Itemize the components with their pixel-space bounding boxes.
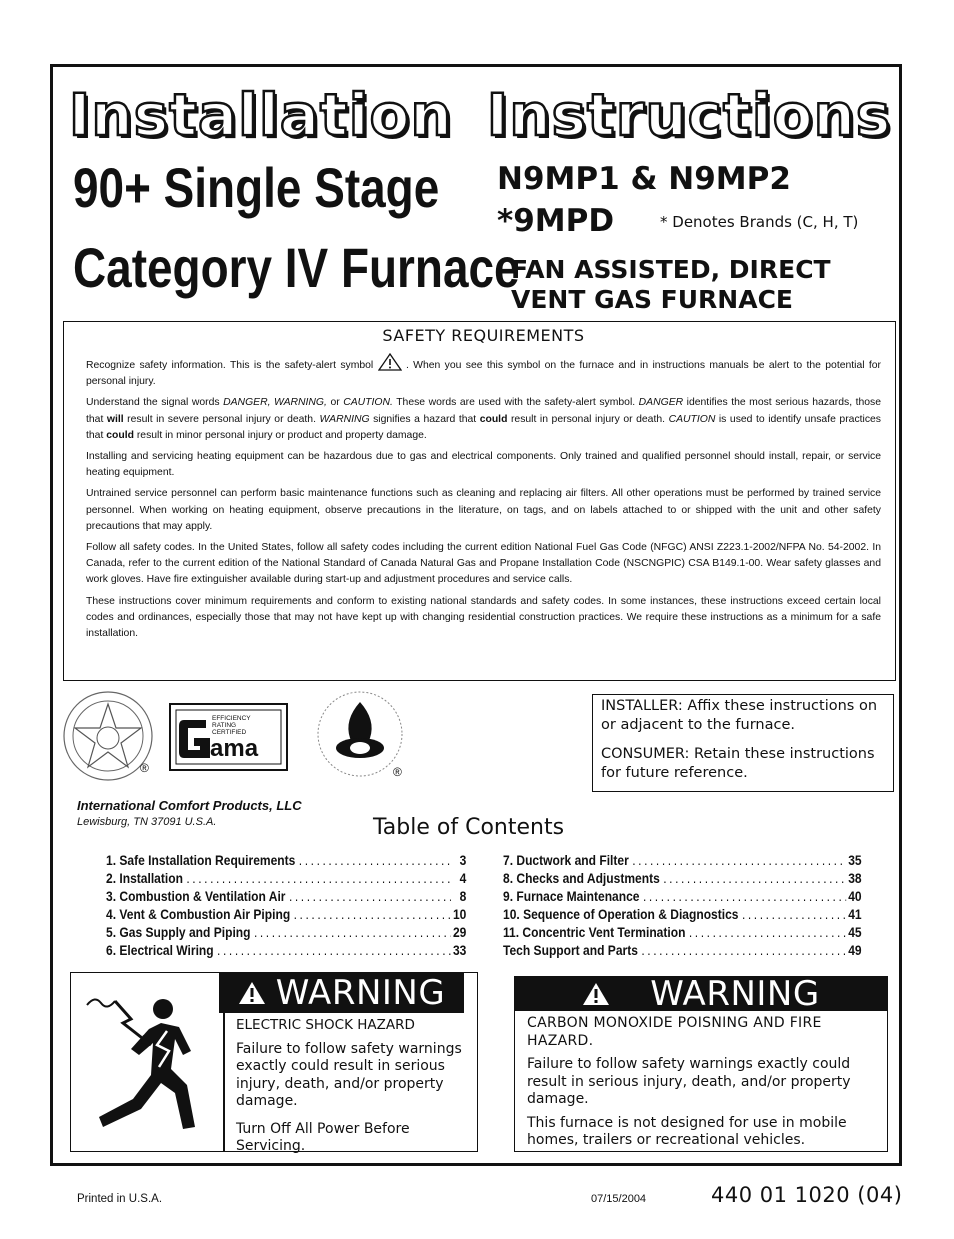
warning-left-p2: Turn Off All Power Before Servicing. — [236, 1120, 410, 1154]
safety-paragraph-3: Installing and servicing heating equipment can be hazardous due to gas and electrical components. Only trained and qualified personnel should install, repair, or service heating equipment. — [86, 451, 881, 479]
toc-entry-page: 40 — [848, 888, 862, 904]
toc-leader-dots — [285, 887, 450, 905]
registered-mark-2: ® — [393, 765, 402, 779]
toc-entry — [106, 905, 466, 923]
gama-certified-text: CERTIFIED — [212, 729, 247, 736]
toc-entry — [106, 869, 466, 887]
toc-leader-dots — [290, 905, 451, 923]
safety-requirements-box — [63, 321, 896, 681]
warning-heading-left: WARNING — [219, 973, 464, 1013]
brand-note: * Denotes Brands (C, H, T) — [660, 213, 859, 231]
toc-entry-label: 6. Electrical Wiring — [106, 942, 214, 958]
document-title — [68, 80, 892, 150]
star-seal-logo — [64, 692, 152, 780]
toc-entry — [106, 887, 466, 905]
toc-entry — [106, 941, 466, 959]
toc-column-right — [503, 851, 862, 959]
toc-leader-dots — [183, 869, 451, 887]
company-name: International Comfort Products, LLC — [77, 798, 302, 813]
toc-leader-dots — [629, 851, 846, 869]
gama-efficiency-text: EFFICIENCY — [212, 715, 251, 722]
gama-wordmark: ama — [210, 735, 259, 762]
carbon-monoxide-warning — [514, 976, 888, 1152]
safety-paragraph-5: Follow all safety codes. In the United States, follow all safety codes including the current edition National Fuel Gas Code (NFGC) ANSI Z223.1-2002/NFPA No. 54-2002. In Canada, refer to the current edition of the National Standard of Canada Natural Gas and Propane Installation Code (NSCNGPIC) CSA B149.1-00. Wear safety glasses and work gloves. Have fire extinguisher available during start-up and adjustment procedures and service calls. — [86, 542, 881, 586]
subtitle-single-stage: 90+ Single Stage — [73, 156, 440, 219]
toc-entry-page: 35 — [848, 852, 862, 868]
furnace-description-line-1: FAN ASSISTED, DIRECT — [511, 255, 831, 284]
warning-text-left — [236, 1017, 472, 1160]
toc-leader-dots — [685, 923, 846, 941]
toc-entry — [503, 887, 862, 905]
toc-entry — [106, 851, 466, 869]
toc-entry-label: 5. Gas Supply and Piping — [106, 924, 251, 940]
toc-entry-label: 9. Furnace Maintenance — [503, 888, 640, 904]
toc-entry-page: 33 — [452, 942, 467, 958]
toc-column-left — [106, 851, 466, 959]
safety-paragraph-4: Untrained service personnel can perform basic maintenance functions such as cleaning and replacing air filters. All other operations must be performed by trained service personnel. When working on heating equipment, observe precautions in the literature, on tags, and on labels attached to or shipped with the unit and other safety precautions that may apply. — [86, 488, 881, 532]
installer-consumer-note — [592, 694, 894, 792]
furnace-description — [511, 255, 831, 315]
toc-entry-page: 8 — [459, 888, 467, 904]
warning-triangle-icon — [238, 981, 266, 1005]
title-word-installation: Installation — [68, 81, 453, 149]
toc-entry-page: 38 — [848, 870, 862, 886]
toc-entry-label: 7. Ductwork and Filter — [503, 852, 629, 868]
toc-entry-page: 41 — [848, 906, 862, 922]
hazard-label-left: ELECTRIC SHOCK HAZARD — [236, 1017, 415, 1033]
toc-leader-dots — [295, 851, 451, 869]
certification-logos — [60, 690, 420, 790]
printed-in: Printed in U.S.A. — [77, 1193, 163, 1205]
gama-rating-text: RATING — [212, 722, 237, 729]
safety-requirements-title: SAFETY REQUIREMENTS — [382, 326, 585, 345]
safety-paragraph-2: Understand the signal words DANGER, WARNING, or CAUTION. These words are used with the safety-alert symbol. DANGER identifies the most serious hazards, those that will result in severe personal injury or death. WARNING signifies a hazard that could result in personal injury or death. CAUTION is used to identify unsafe practices that could result in minor personal injury or product and property damage. — [86, 397, 882, 441]
toc-entry — [503, 923, 862, 941]
warning-triangle-icon — [582, 982, 610, 1006]
document-number: 440 01 1020 (04) — [711, 1183, 903, 1207]
warning-heading-right: WARNING — [515, 977, 887, 1011]
toc-entry — [503, 869, 862, 887]
furnace-description-line-2: VENT GAS FURNACE — [511, 285, 794, 314]
toc-entry-label: 10. Sequence of Operation & Diagnostics — [503, 906, 739, 922]
hazard-label-right: CARBON MONOXIDE POISNING AND FIRE HAZARD. — [527, 1015, 822, 1049]
company-address: Lewisburg, TN 37091 U.S.A. — [77, 816, 217, 828]
toc-leader-dots — [739, 905, 847, 923]
toc-entry-label: 1. Safe Installation Requirements — [106, 852, 296, 868]
toc-entry-page: 45 — [848, 924, 862, 940]
toc-leader-dots — [214, 941, 451, 959]
installer-note: INSTALLER: Affix these instructions on or adjacent to the furnace. — [601, 698, 878, 733]
toc-entry-page: 49 — [848, 942, 862, 958]
warning-right-p1: Failure to follow safety warnings exactly could result in serious injury, death, and/or property damage. — [527, 1056, 851, 1107]
model-9mpd: *9MPD — [497, 203, 615, 239]
toc-entry — [503, 851, 862, 869]
electric-shock-warning — [70, 972, 478, 1152]
toc-entry-label: 8. Checks and Adjustments — [503, 870, 660, 886]
toc-entry — [106, 923, 466, 941]
toc-entry-page: 29 — [452, 924, 467, 940]
flame-seal-logo — [318, 692, 402, 776]
registered-mark-1: ® — [140, 761, 149, 775]
warning-divider — [223, 1013, 225, 1151]
warning-text-right — [527, 1015, 879, 1154]
title-word-instructions: Instructions — [486, 81, 892, 149]
toc-entry-label: 4. Vent & Combustion Air Piping — [106, 906, 291, 922]
warning-left-p1: Failure to follow safety warnings exactly could result in serious injury, death, and/or property damage. — [236, 1040, 462, 1109]
model-numbers: N9MP1 & N9MP2 — [497, 161, 791, 197]
toc-leader-dots — [251, 923, 451, 941]
toc-entry-page: 4 — [459, 870, 467, 886]
toc-entry-label: Tech Support and Parts — [503, 942, 638, 958]
print-date: 07/15/2004 — [591, 1193, 647, 1205]
toc-entry-page: 3 — [459, 852, 467, 868]
toc-entry — [503, 905, 862, 923]
toc-entry-page: 10 — [452, 906, 467, 922]
subtitle-category-iv: Category IV Furnace — [73, 236, 520, 299]
safety-alert-icon — [378, 353, 402, 371]
toc-entry — [503, 941, 862, 959]
table-of-contents-title: Table of Contents — [373, 815, 565, 840]
toc-entry-label: 11. Concentric Vent Termination — [503, 924, 686, 940]
safety-paragraph-1: Recognize safety information. This is the safety-alert symbol . When you see this symbol on the furnace and in instructions manuals be alert to the potential for personal injury. — [86, 353, 881, 390]
consumer-note: CONSUMER: Retain these instructions for future reference. — [601, 746, 875, 781]
toc-entry-label: 2. Installation — [106, 870, 183, 886]
safety-paragraph-6: These instructions cover minimum requirements and conform to existing national standards and safety codes. In some instances, these instructions exceed certain local codes and ordinances, especially those that may not have kept up with changing residential construction practices. We require these instructions as a minimum for a safe installation. — [86, 595, 881, 640]
toc-leader-dots — [639, 887, 846, 905]
toc-leader-dots — [660, 869, 846, 887]
electric-shock-icon — [79, 987, 229, 1137]
toc-leader-dots — [638, 941, 846, 959]
warning-right-p2: This furnace is not designed for use in mobile homes, trailers or recreational vehicles. — [527, 1114, 847, 1148]
gama-logo — [170, 704, 287, 770]
toc-entry-label: 3. Combustion & Ventilation Air — [106, 888, 286, 904]
